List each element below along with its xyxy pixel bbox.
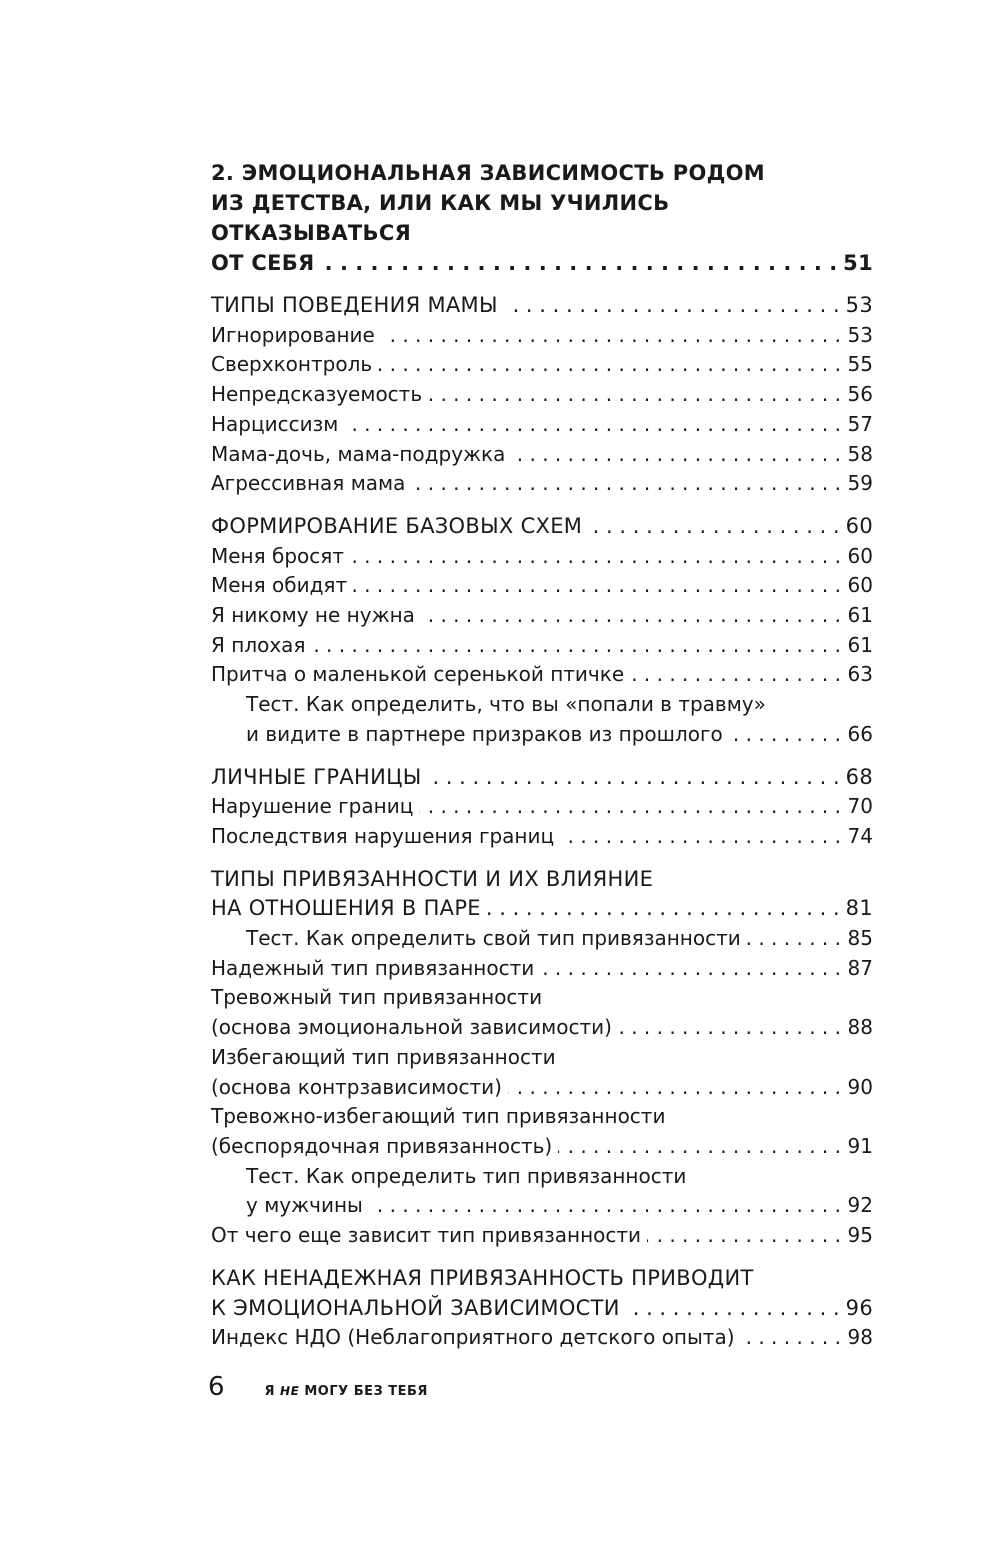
page-number: 95 — [847, 1223, 873, 1248]
chapter-heading-entry[interactable] — [211, 248, 873, 278]
toc-entry-text: и видите в партнере призраков из прошлого — [246, 721, 723, 746]
leader-dots — [630, 660, 841, 689]
page-number: 57 — [847, 411, 873, 436]
leader-dots — [487, 894, 840, 923]
page-number: 53 — [847, 322, 873, 347]
toc-entry[interactable] — [211, 954, 873, 984]
toc-entry[interactable] — [211, 321, 873, 351]
page-number: 60 — [847, 573, 873, 598]
page-number: 61 — [847, 632, 873, 657]
toc-entry[interactable] — [211, 410, 873, 440]
page-footer — [208, 1372, 428, 1402]
page-number: 59 — [847, 471, 873, 496]
section-title-text: К ЭМОЦИОНАЛЬНОЙ ЗАВИСИМОСТИ — [211, 1295, 620, 1320]
leader-dots — [741, 1323, 841, 1352]
book-title-ne: НЕ — [278, 1384, 301, 1398]
page-number: 60 — [847, 543, 873, 568]
toc-entry-line: Избегающий тип привязанности — [211, 1044, 556, 1069]
toc-entry-text: Последствия нарушения границ — [211, 823, 555, 848]
toc-entry-text: Непредсказуемость — [211, 382, 423, 407]
section-title-text: ЛИЧНЫЕ ГРАНИЦЫ — [211, 764, 422, 789]
toc-entry[interactable] — [211, 631, 873, 661]
toc-entry[interactable] — [211, 924, 873, 954]
page-number: 74 — [847, 823, 873, 848]
toc-entry-line: Тест. Как определить, что вы «попали в травму» — [246, 692, 766, 717]
table-of-contents — [211, 158, 873, 1353]
toc-entry-text: Притча о маленькой серенькой птичке — [211, 662, 625, 687]
leader-dots — [729, 720, 841, 749]
toc-entry[interactable] — [211, 1191, 873, 1221]
page-number: 98 — [847, 1325, 873, 1350]
leader-dots — [378, 350, 841, 379]
chapter-heading — [211, 158, 873, 278]
toc-entry-line: Тревожно-избегающий тип привязанности — [211, 1104, 666, 1129]
leader-dots — [618, 1013, 841, 1042]
page-number: 66 — [847, 721, 873, 746]
leader-dots — [508, 1073, 841, 1102]
leader-dots — [560, 822, 841, 851]
leader-dots — [428, 763, 840, 792]
leader-dots — [511, 440, 841, 469]
section-title[interactable] — [211, 894, 873, 924]
page-number: 96 — [845, 1295, 873, 1320]
page-number: 85 — [847, 926, 873, 951]
toc-entry-line: Тест. Как определить тип привязанности — [246, 1163, 687, 1188]
toc-entry[interactable] — [211, 542, 873, 572]
toc-entry-text: Нарушение границ — [211, 794, 414, 819]
toc-entry-text: Индекс НДО (Неблагоприятного детского опыта) — [211, 1325, 735, 1350]
page-number: 56 — [847, 382, 873, 407]
section-title-line: КАК НЕНАДЕЖНАЯ ПРИВЯЗАННОСТЬ ПРИВОДИТ — [211, 1265, 754, 1290]
toc-entry[interactable] — [211, 822, 873, 852]
toc-entry-text: Мама-дочь, мама-подружка — [211, 441, 506, 466]
toc-entry-text: (основа эмоциональной зависимости) — [211, 1015, 612, 1040]
toc-entry-text: Сверхконтроль — [211, 352, 373, 377]
leader-dots — [428, 380, 841, 409]
page-number: 91 — [847, 1133, 873, 1158]
toc-entry[interactable] — [211, 380, 873, 410]
section-title[interactable] — [211, 512, 873, 542]
toc-entry-text: Меня обидят — [211, 573, 348, 598]
page-number: 81 — [845, 896, 873, 921]
page-number: 92 — [847, 1193, 873, 1218]
leader-dots — [647, 1221, 841, 1250]
leader-dots — [381, 321, 841, 350]
section-title-text: ФОРМИРОВАНИЕ БАЗОВЫХ СХЕМ — [211, 513, 583, 538]
page-number: 55 — [847, 352, 873, 377]
toc-entry-text: От чего еще зависит тип привязанности — [211, 1223, 642, 1248]
toc-entry-text: Я никому не нужна — [211, 603, 415, 628]
leader-dots — [588, 512, 839, 541]
chapter-heading-line: ИЗ ДЕТСТВА, ИЛИ КАК МЫ УЧИЛИСЬ ОТКАЗЫВАТЬСЯ — [211, 191, 670, 245]
footer-page-number: 6 — [208, 1372, 225, 1402]
leader-dots — [344, 410, 841, 439]
page-number: 63 — [847, 662, 873, 687]
toc-entry-text: Надежный тип привязанности — [211, 955, 535, 980]
section-title[interactable] — [211, 1294, 873, 1324]
toc-entry[interactable] — [211, 571, 873, 601]
chapter-heading-line: ОТ СЕБЯ — [211, 251, 315, 275]
toc-entry-text: Тест. Как определить свой тип привязанности — [246, 926, 741, 951]
leader-dots — [321, 248, 838, 277]
leader-dots — [350, 542, 841, 571]
section-title-text: ТИПЫ ПОВЕДЕНИЯ МАМЫ — [211, 293, 498, 317]
toc-entry-text: Игнорирование — [211, 322, 375, 347]
toc-entry[interactable] — [211, 1013, 873, 1043]
toc-entry[interactable] — [211, 660, 873, 690]
toc-entry[interactable] — [211, 720, 873, 750]
toc-entry[interactable] — [211, 350, 873, 380]
leader-dots — [747, 924, 841, 953]
leader-dots — [504, 291, 840, 320]
leader-dots — [411, 469, 841, 498]
leader-dots — [419, 792, 841, 821]
toc-entry[interactable] — [211, 1323, 873, 1353]
page-number: 58 — [847, 441, 873, 466]
section-title[interactable] — [211, 291, 873, 321]
book-title-start: Я — [264, 1384, 276, 1399]
leader-dots — [558, 1132, 841, 1161]
toc-entry[interactable] — [211, 1073, 873, 1103]
toc-entry-text: (основа контрзависимости) — [211, 1074, 502, 1099]
leader-dots — [626, 1294, 840, 1323]
toc-entry-text: (беспорядочная привязанность) — [211, 1133, 553, 1158]
toc-entry[interactable] — [211, 469, 873, 499]
toc-entry-text: Агрессивная мама — [211, 471, 406, 496]
leader-dots — [369, 1191, 841, 1220]
page-number: 60 — [845, 513, 873, 538]
toc-entry[interactable] — [211, 440, 873, 470]
page-number: 87 — [847, 955, 873, 980]
chapter-heading-line: 2. ЭМОЦИОНАЛЬНАЯ ЗАВИСИМОСТЬ РОДОМ — [211, 161, 765, 185]
section-title-text: НА ОТНОШЕНИЯ В ПАРЕ — [211, 896, 481, 921]
toc-entry-line: Тревожный тип привязанности — [211, 985, 543, 1010]
page-number: 61 — [847, 603, 873, 628]
toc-entry-text: Меня бросят — [211, 543, 344, 568]
page-number: 53 — [845, 293, 873, 317]
leader-dots — [353, 571, 841, 600]
book-title-end: МОГУ БЕЗ ТЕБЯ — [304, 1384, 428, 1399]
section-title-line: ТИПЫ ПРИВЯЗАННОСТИ И ИХ ВЛИЯНИЕ — [211, 866, 654, 891]
leader-dots — [311, 631, 841, 660]
leader-dots — [421, 601, 841, 630]
page-number: 51 — [843, 251, 873, 275]
section-title[interactable] — [211, 763, 873, 793]
book-title — [265, 1384, 428, 1399]
toc-entry-text: Я плохая — [211, 632, 306, 657]
sections-list — [211, 291, 873, 1353]
toc-entry-text: у мужчины — [246, 1193, 363, 1218]
leader-dots — [540, 954, 841, 983]
page-number: 90 — [847, 1074, 873, 1099]
page-number: 68 — [845, 764, 873, 789]
toc-entry[interactable] — [211, 601, 873, 631]
page-number: 70 — [847, 794, 873, 819]
toc-entry-text: Нарциссизм — [211, 411, 339, 436]
toc-entry[interactable] — [211, 1221, 873, 1251]
toc-entry[interactable] — [211, 1132, 873, 1162]
page-number: 88 — [847, 1015, 873, 1040]
toc-entry[interactable] — [211, 792, 873, 822]
